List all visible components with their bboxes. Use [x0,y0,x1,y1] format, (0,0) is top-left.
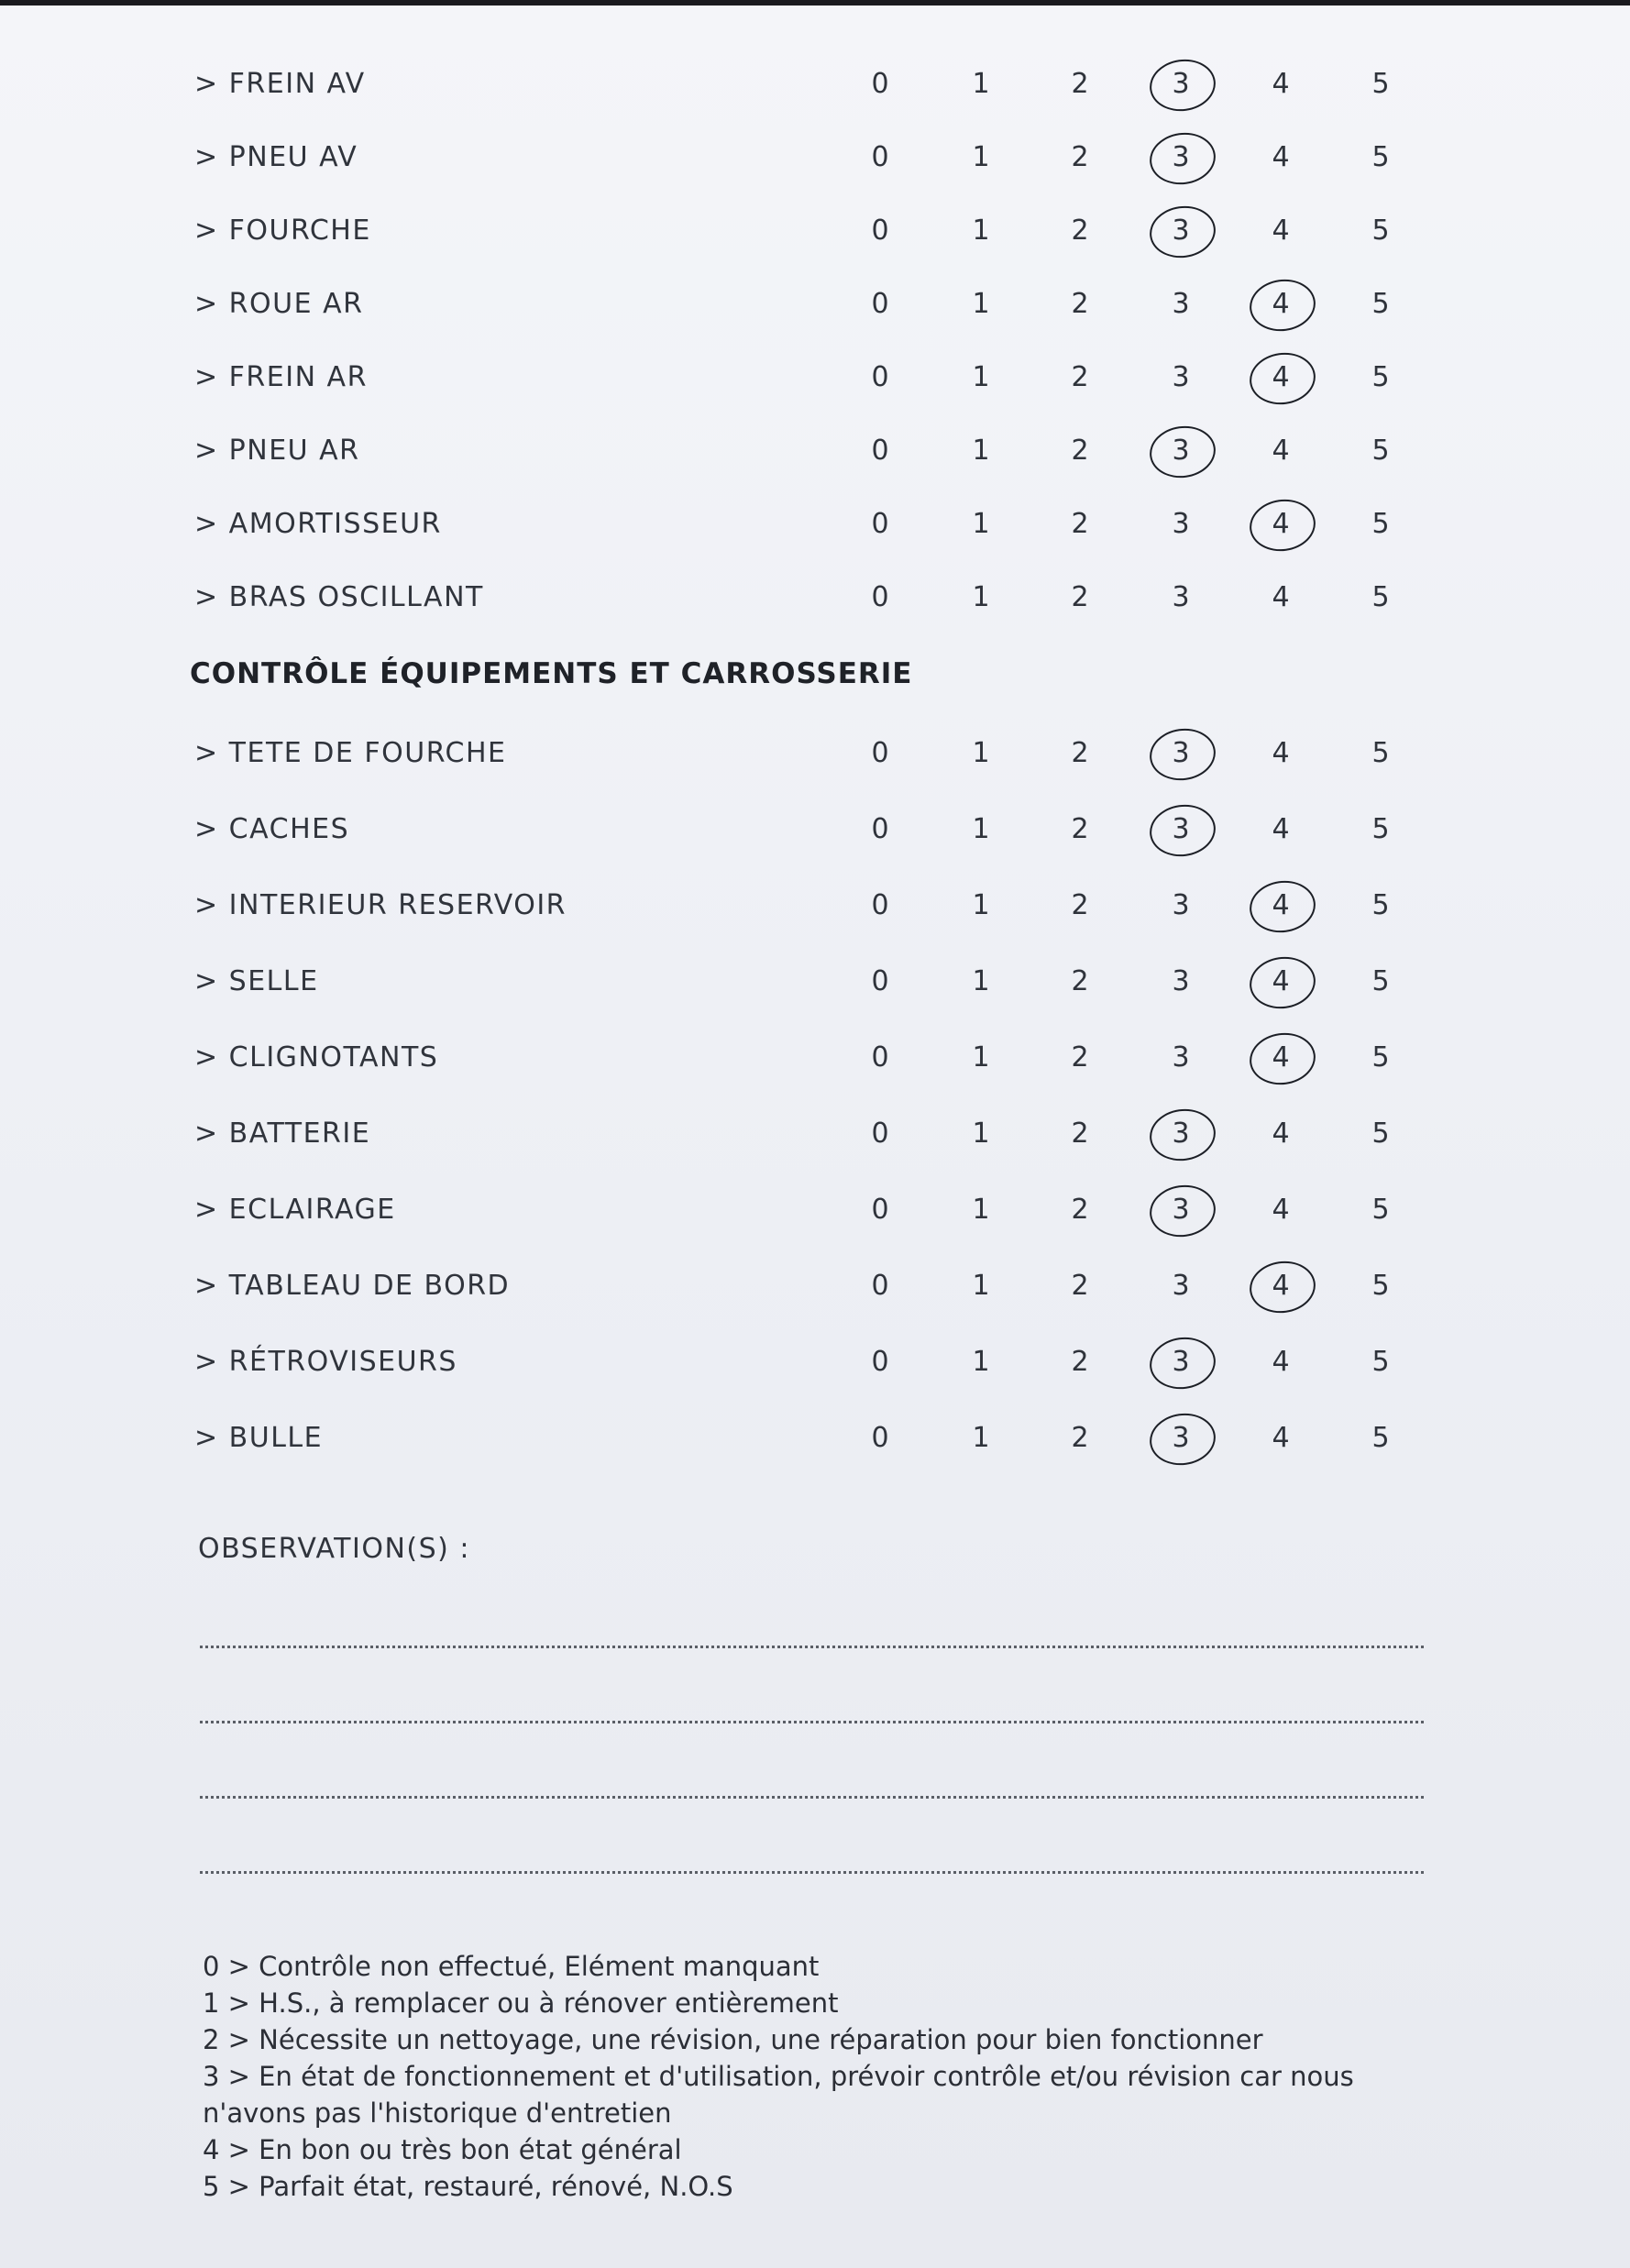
score-option[interactable]: 5 [1371,737,1390,769]
score-option[interactable]: 5 [1371,889,1390,921]
photo-edge [0,0,1630,6]
score-option[interactable]: 5 [1371,1194,1390,1226]
score-option-circled[interactable]: 3 [1144,204,1217,259]
rating-row-label: > FREIN AV [194,68,366,100]
rating-row-label: > INTERIEUR RESERVOIR [194,889,567,921]
rating-row [0,726,1630,781]
score-option[interactable]: 5 [1371,435,1390,467]
score-option-circled[interactable]: 3 [1144,424,1217,479]
rating-row [0,878,1630,933]
score-option[interactable]: 4 [1272,1194,1290,1226]
score-option[interactable]: 2 [1071,288,1089,320]
score-option[interactable]: 4 [1272,435,1290,467]
score-option[interactable]: 4 [1272,1346,1290,1378]
score-option[interactable]: 2 [1071,1422,1089,1454]
score-option-circled[interactable]: 3 [1144,802,1217,857]
score-option[interactable]: 4 [1272,1422,1290,1454]
score-option[interactable]: 4 [1272,215,1290,247]
rating-row-label: > FOURCHE [194,215,371,247]
rating-row-label: > BRAS OSCILLANT [194,581,484,613]
score-option-circled[interactable]: 4 [1244,1030,1317,1085]
score-option-circled[interactable]: 4 [1244,497,1317,552]
score-option[interactable]: 0 [871,215,889,247]
score-option-circled[interactable]: 3 [1144,1106,1217,1162]
rating-row-label: > CLIGNOTANTS [194,1041,439,1073]
score-option[interactable]: 0 [871,1194,889,1226]
score-option[interactable]: 1 [972,361,990,393]
score-option[interactable]: 5 [1371,1346,1390,1378]
score-option[interactable]: 1 [972,1346,990,1378]
score-option[interactable]: 2 [1071,141,1089,173]
score-option-circled[interactable]: 4 [1244,277,1317,332]
section-title: CONTRÔLE ÉQUIPEMENTS ET CARROSSERIE [190,657,913,690]
rating-row [0,954,1630,1009]
score-option[interactable]: 0 [871,1346,889,1378]
rating-row [0,57,1630,112]
rating-row [0,424,1630,479]
rating-row [0,1411,1630,1466]
score-option[interactable]: 2 [1071,737,1089,769]
score-option[interactable]: 1 [972,288,990,320]
observation-line [200,1796,1424,1799]
score-option[interactable]: 1 [972,508,990,540]
rating-legend [203,1948,1486,2205]
legend-line: 4 > En bon ou très bon état général [203,2134,682,2165]
score-option[interactable]: 1 [972,141,990,173]
score-option[interactable]: 5 [1371,141,1390,173]
rating-row-label: > ECLAIRAGE [194,1194,396,1226]
score-option[interactable]: 5 [1371,1041,1390,1073]
score-option[interactable]: 0 [871,1117,889,1150]
score-option[interactable]: 5 [1371,581,1390,613]
rating-row-label: > AMORTISSEUR [194,508,442,540]
score-option[interactable]: 4 [1272,1117,1290,1150]
score-option[interactable]: 4 [1272,813,1290,845]
legend-line: 3 > En état de fonctionnement et d'utilisation, prévoir contrôle et/ou révision car nous [203,2061,1354,2092]
rating-row [0,570,1630,625]
score-option[interactable]: 0 [871,889,889,921]
score-option-circled[interactable]: 4 [1244,350,1317,405]
score-option-circled[interactable]: 3 [1144,1411,1217,1466]
legend-line: 1 > H.S., à remplacer ou à rénover entièrement [203,1987,839,2019]
score-option[interactable]: 2 [1071,1346,1089,1378]
score-option[interactable]: 0 [871,288,889,320]
rating-row-label: > CACHES [194,813,350,845]
score-option[interactable]: 5 [1371,361,1390,393]
observation-line [200,1871,1424,1874]
rating-row-label: > RÉTROVISEURS [194,1346,457,1378]
score-option[interactable]: 0 [871,508,889,540]
score-option-circled[interactable]: 4 [1244,1259,1317,1314]
score-option[interactable]: 2 [1071,215,1089,247]
score-option[interactable]: 2 [1071,361,1089,393]
rating-row [0,1183,1630,1238]
score-option[interactable]: 1 [972,1117,990,1150]
score-option[interactable]: 0 [871,141,889,173]
score-option[interactable]: 5 [1371,1270,1390,1302]
score-option-circled[interactable]: 3 [1144,57,1217,112]
rating-row [0,802,1630,857]
rating-row-label: > TETE DE FOURCHE [194,737,507,769]
score-option[interactable]: 5 [1371,508,1390,540]
score-option[interactable]: 3 [1172,361,1190,393]
score-option-circled[interactable]: 3 [1144,726,1217,781]
rating-row-label: > PNEU AR [194,435,360,467]
score-option[interactable]: 5 [1371,1422,1390,1454]
rating-row-label: > TABLEAU DE BORD [194,1270,511,1302]
rating-row [0,130,1630,185]
rating-row-label: > ROUE AR [194,288,364,320]
rating-row-label: > BATTERIE [194,1117,371,1150]
score-option[interactable]: 5 [1371,215,1390,247]
score-option[interactable]: 3 [1172,508,1190,540]
rating-row [0,1030,1630,1085]
score-option[interactable]: 2 [1071,1041,1089,1073]
score-option[interactable]: 2 [1071,508,1089,540]
score-option[interactable]: 5 [1371,288,1390,320]
score-option[interactable]: 3 [1172,1041,1190,1073]
score-option[interactable]: 1 [972,581,990,613]
score-option[interactable]: 5 [1371,813,1390,845]
score-option[interactable]: 1 [972,813,990,845]
rating-row [0,350,1630,405]
score-option[interactable]: 1 [972,889,990,921]
legend-line: n'avons pas l'historique d'entretien [203,2097,672,2129]
rating-row [0,1259,1630,1314]
score-option[interactable]: 0 [871,1422,889,1454]
score-option[interactable]: 0 [871,1270,889,1302]
score-option[interactable]: 2 [1071,435,1089,467]
score-option[interactable]: 2 [1071,1270,1089,1302]
score-option[interactable]: 5 [1371,965,1390,997]
score-option[interactable]: 4 [1272,68,1290,100]
score-option[interactable]: 2 [1071,1194,1089,1226]
score-option[interactable]: 1 [972,215,990,247]
score-option[interactable]: 5 [1371,68,1390,100]
rating-row [0,1335,1630,1390]
score-option[interactable]: 2 [1071,68,1089,100]
score-option[interactable]: 2 [1071,965,1089,997]
score-option[interactable]: 5 [1371,1117,1390,1150]
rating-row-label: > FREIN AR [194,361,368,393]
rating-row-label: > SELLE [194,965,319,997]
score-option[interactable]: 2 [1071,889,1089,921]
score-option[interactable]: 0 [871,737,889,769]
observations-label: OBSERVATION(S) : [198,1533,470,1565]
rating-row [0,497,1630,552]
score-option[interactable]: 0 [871,965,889,997]
score-option[interactable]: 1 [972,1270,990,1302]
score-option[interactable]: 3 [1172,1270,1190,1302]
score-option[interactable]: 1 [972,965,990,997]
score-option[interactable]: 1 [972,737,990,769]
score-option-circled[interactable]: 4 [1244,954,1317,1009]
rating-row-label: > BULLE [194,1422,324,1454]
score-option-circled[interactable]: 3 [1144,130,1217,185]
rating-row [0,204,1630,259]
score-option-circled[interactable]: 3 [1144,1183,1217,1238]
score-option[interactable]: 4 [1272,141,1290,173]
score-option[interactable]: 2 [1071,581,1089,613]
score-option[interactable]: 3 [1172,889,1190,921]
score-option[interactable]: 1 [972,1422,990,1454]
score-option[interactable]: 1 [972,435,990,467]
score-option-circled[interactable]: 4 [1244,878,1317,933]
rating-row-label: > PNEU AV [194,141,358,173]
rating-row [0,277,1630,332]
score-option[interactable]: 0 [871,361,889,393]
score-option[interactable]: 0 [871,1041,889,1073]
rating-row [0,1106,1630,1162]
score-option[interactable]: 0 [871,435,889,467]
score-option-circled[interactable]: 3 [1144,1335,1217,1390]
legend-line: 5 > Parfait état, restauré, rénové, N.O.S [203,2171,733,2202]
score-option[interactable]: 4 [1272,581,1290,613]
score-option[interactable]: 0 [871,581,889,613]
score-option[interactable]: 0 [871,68,889,100]
score-option[interactable]: 3 [1172,288,1190,320]
legend-line: 2 > Nécessite un nettoyage, une révision, une réparation pour bien fonctionner [203,2024,1263,2055]
score-option[interactable]: 4 [1272,737,1290,769]
observation-line [200,1646,1424,1648]
score-option[interactable]: 3 [1172,965,1190,997]
score-option[interactable]: 1 [972,1041,990,1073]
score-option[interactable]: 1 [972,68,990,100]
score-option[interactable]: 3 [1172,581,1190,613]
score-option[interactable]: 2 [1071,813,1089,845]
legend-line: 0 > Contrôle non effectué, Elément manquant [203,1951,820,1982]
score-option[interactable]: 0 [871,813,889,845]
observation-line [200,1721,1424,1723]
score-option[interactable]: 1 [972,1194,990,1226]
score-option[interactable]: 2 [1071,1117,1089,1150]
